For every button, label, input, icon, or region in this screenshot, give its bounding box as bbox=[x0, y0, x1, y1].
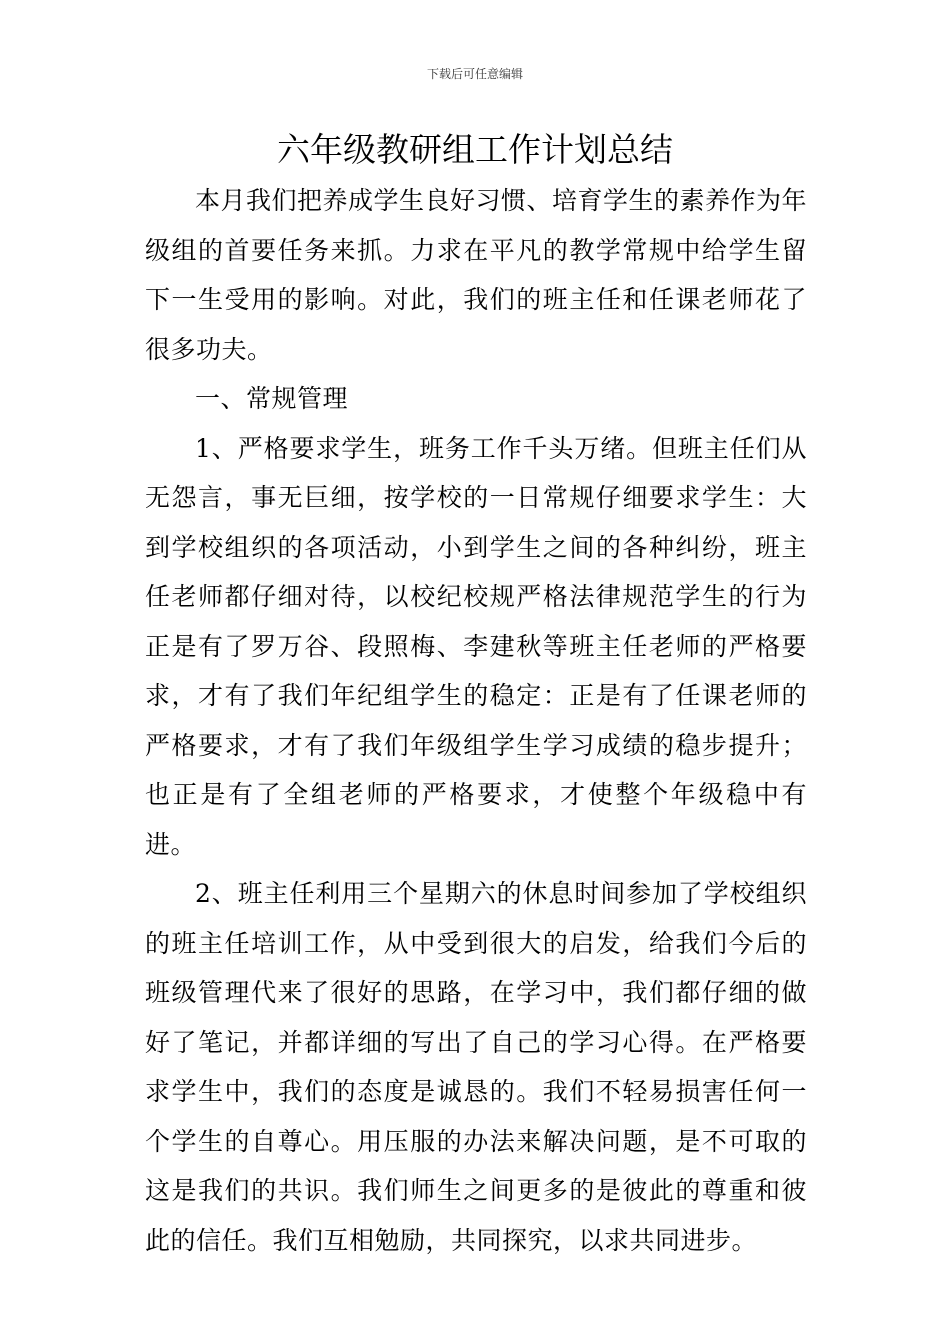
paragraph-point-1: 1、严格要求学生，班务工作千头万绪。但班主任们从无怨言，事无巨细，按学校的一日常规仔细要求学生：大到学校组织的各项活动，小到学生之间的各种纠纷，班主任老师都仔细对待，以校纪校规严格法律规范学生的行为正是有了罗万谷、段照梅、李建秋等班主任老师的严格要求，才有了我们年纪组学生的稳定：正是有了任课老师的严格要求，才有了我们年级组学生学习成绩的稳步提升；也正是有了全组老师的严格要求，才使整个年级稳中有进。 bbox=[145, 433, 807, 859]
paragraph-point-2: 2、班主任利用三个星期六的休息时间参加了学校组织的班主任培训工作，从中受到很大的启发，给我们今后的班级管理代来了很好的思路，在学习中，我们都仔细的做好了笔记，并都详细的写出了自己的学习心得。在严格要求学生中，我们的态度是诚恳的。我们不轻易损害任何一个学生的自尊心。用压服的办法来解决问题，是不可取的这是我们的共识。我们师生之间更多的是彼此的尊重和彼此的信任。我们互相勉励，共同探究，以求共同进步。 bbox=[145, 879, 807, 1255]
paragraph-intro: 本月我们把养成学生良好习惯、培育学生的素养作为年级组的首要任务来抓。力求在平凡的教学常规中给学生留下一生受用的影响。对此，我们的班主任和任课老师花了很多功夫。 bbox=[145, 186, 808, 364]
page-header-note: 下载后可任意编辑 bbox=[426, 67, 523, 81]
document-title: 六年级教研组工作计划总结 bbox=[277, 130, 673, 169]
section-heading-routine-management: 一、常规管理 bbox=[195, 384, 349, 413]
document-body bbox=[145, 176, 807, 1265]
